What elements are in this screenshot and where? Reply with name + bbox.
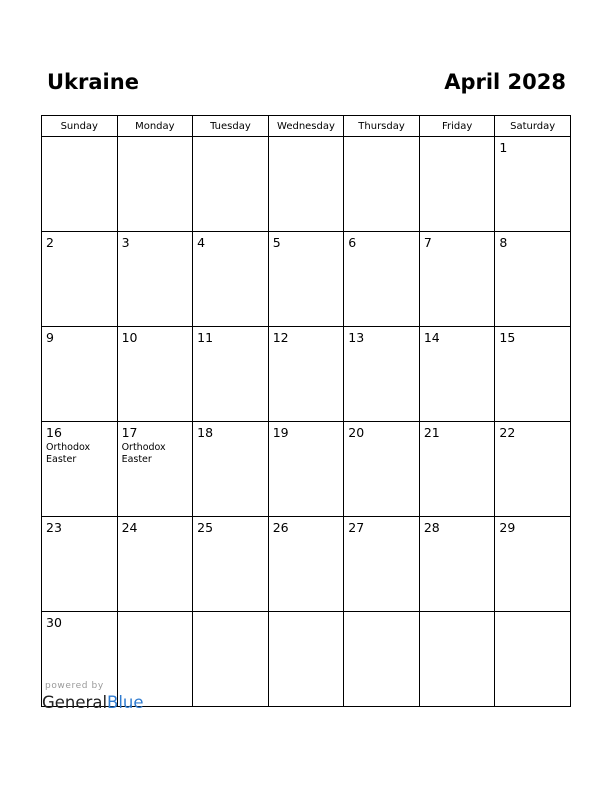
day-cell — [268, 327, 344, 422]
day-number: 9 — [46, 330, 54, 345]
day-number: 23 — [46, 520, 62, 535]
day-number: 15 — [499, 330, 516, 345]
month-year-title: April 2028 — [444, 70, 566, 94]
day-number: 27 — [348, 520, 365, 535]
day-cell — [495, 422, 571, 517]
day-number: 18 — [197, 425, 214, 440]
day-cell — [193, 232, 269, 327]
day-number: 25 — [197, 520, 214, 535]
day-cell — [495, 517, 571, 612]
day-number: 22 — [499, 425, 516, 440]
day-number: 14 — [423, 330, 440, 345]
weekday-tuesday: Tuesday — [193, 116, 269, 137]
weekday-friday: Friday — [419, 116, 495, 137]
day-number: 5 — [272, 235, 281, 250]
day-cell — [193, 612, 269, 707]
day-number: 29 — [499, 520, 516, 535]
day-cell — [117, 422, 193, 517]
day-cell — [495, 327, 571, 422]
day-number: 3 — [121, 235, 130, 250]
day-cell — [268, 232, 344, 327]
weekday-thursday: Thursday — [344, 116, 420, 137]
day-number: 2 — [46, 235, 54, 250]
day-cell — [193, 422, 269, 517]
day-cell — [193, 137, 269, 232]
day-cell — [117, 327, 193, 422]
calendar-grid — [41, 115, 571, 707]
day-number: 11 — [197, 330, 214, 345]
holiday-label: Orthodox Easter — [121, 442, 166, 465]
day-cell — [268, 517, 344, 612]
week-row — [42, 327, 571, 422]
day-cell — [495, 137, 571, 232]
day-number: 30 — [46, 615, 62, 630]
weekday-header-row — [42, 116, 571, 137]
brand-general: General — [42, 693, 108, 712]
day-number: 7 — [423, 235, 432, 250]
day-cell — [193, 327, 269, 422]
day-cell — [344, 327, 420, 422]
holiday-label: Orthodox Easter — [46, 442, 91, 465]
day-cell — [495, 232, 571, 327]
day-number: 8 — [499, 235, 508, 250]
day-cell — [268, 137, 344, 232]
brand-logo — [42, 693, 144, 712]
day-number: 1 — [499, 140, 508, 155]
powered-by-text: powered by — [45, 681, 104, 691]
day-cell — [117, 232, 193, 327]
day-number: 4 — [197, 235, 206, 250]
day-cell — [419, 137, 495, 232]
day-number: 28 — [423, 520, 440, 535]
weekday-monday: Monday — [117, 116, 193, 137]
day-cell — [42, 422, 118, 517]
day-number: 6 — [348, 235, 357, 250]
day-cell — [42, 137, 118, 232]
day-cell — [344, 232, 420, 327]
day-cell — [42, 327, 118, 422]
country-title: Ukraine — [47, 70, 139, 94]
week-row — [42, 517, 571, 612]
week-row — [42, 137, 571, 232]
day-cell — [268, 612, 344, 707]
day-cell — [42, 232, 118, 327]
weekday-sunday: Sunday — [42, 116, 118, 137]
day-number: 20 — [348, 425, 365, 440]
day-number: 10 — [121, 330, 138, 345]
calendar-body — [42, 137, 571, 707]
week-row — [42, 232, 571, 327]
day-number: 19 — [272, 425, 289, 440]
day-cell — [344, 612, 420, 707]
day-cell — [419, 327, 495, 422]
day-cell — [344, 137, 420, 232]
day-number: 16 — [46, 425, 62, 440]
day-cell — [344, 517, 420, 612]
day-cell — [117, 517, 193, 612]
day-cell — [344, 422, 420, 517]
day-cell — [268, 422, 344, 517]
brand-blue: Blue — [107, 693, 144, 712]
day-cell — [419, 517, 495, 612]
day-cell — [419, 612, 495, 707]
day-cell — [495, 612, 571, 707]
day-number: 17 — [121, 425, 138, 440]
week-row — [42, 422, 571, 517]
day-cell — [117, 137, 193, 232]
weekday-saturday: Saturday — [495, 116, 571, 137]
day-number: 26 — [272, 520, 289, 535]
day-number: 13 — [348, 330, 365, 345]
day-cell — [419, 422, 495, 517]
day-cell — [419, 232, 495, 327]
day-number: 24 — [121, 520, 138, 535]
day-cell — [193, 517, 269, 612]
day-number: 21 — [423, 425, 440, 440]
day-number: 12 — [272, 330, 289, 345]
day-cell — [42, 517, 118, 612]
weekday-wednesday: Wednesday — [268, 116, 344, 137]
